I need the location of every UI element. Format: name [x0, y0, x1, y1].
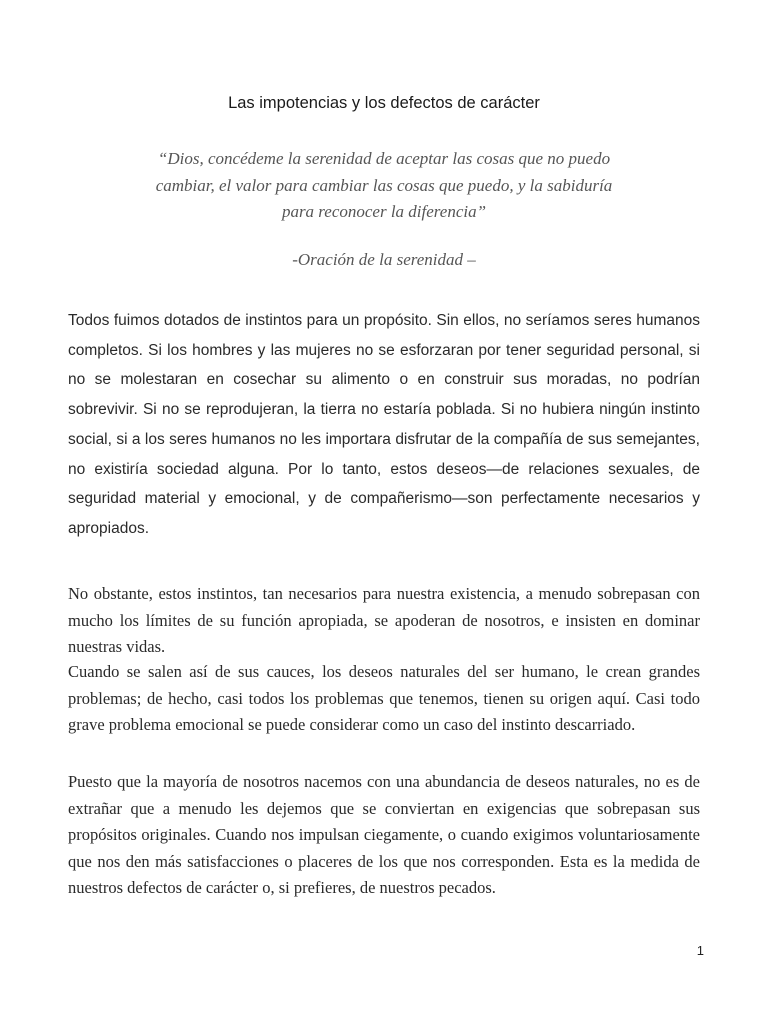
epigraph-quote: “Dios, concédeme la serenidad de aceptar las cosas que no puedo cambiar, el valor para cambiar las cosas que puedo, y la sabiduría para reconocer la diferencia” — [155, 149, 613, 221]
page-title: Las impotencias y los defectos de carácter — [228, 94, 540, 112]
epigraph-attribution: -Oración de la serenidad – — [292, 250, 476, 269]
body-paragraph: Puesto que la mayoría de nosotros nacemos con una abundancia de deseos naturales, no es de extrañar que a menudo les dejemos que se conviertan en exigencias que sobrepasan sus propósitos originales. Cuando nos impulsan ciegamente, o cuando exigimos voluntariosamente que nos den más satisfacciones o placeres de los que nos corresponden. Esta es la medida de nuestros defectos de carácter o, si prefieres, de nuestros pecados. — [68, 772, 700, 897]
body-paragraph: Cuando se salen así de sus cauces, los deseos naturales del ser humano, le crean grandes problemas; de hecho, casi todos los problemas que tenemos, tienen su origen aquí. Casi todo grave problema emocional se puede considerar como un caso del instinto descarriado. — [68, 662, 700, 734]
body-paragraph: No obstante, estos instintos, tan necesarios para nuestra existencia, a menudo sobrepasan con mucho los límites de su función apropiada, se apoderan de nosotros, e insisten en dominar nuestras vidas. — [68, 584, 700, 656]
page-number: 1 — [696, 943, 704, 958]
lead-paragraph: Todos fuimos dotados de instintos para un propósito. Sin ellos, no seríamos seres humanos completos. Si los hombres y las mujeres no se esforzaran por tener seguridad personal, si no se molestaran en cosechar su alimento o en construir sus moradas, no podrían sobrevivir. Si no se reprodujeran, la tierra no estaría poblada. Si no hubiera ningún instinto social, si a los seres humanos no les importara disfrutar de la compañía de sus semejantes, no existiría sociedad alguna. Por lo tanto, estos deseos—de relaciones sexuales, de seguridad material y emocional, y de compañerismo—son perfectamente necesarios y apropiados. — [68, 312, 700, 537]
